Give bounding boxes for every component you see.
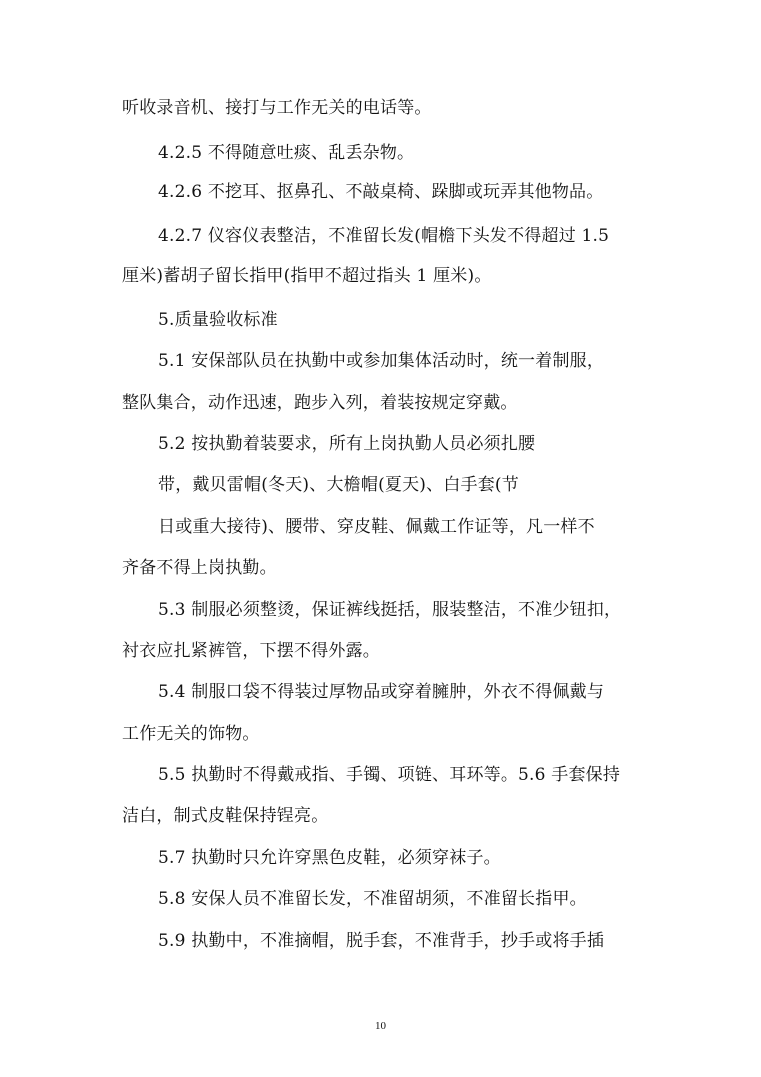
text-line: 4.2.6 不挖耳、抠鼻孔、不敲桌椅、跺脚或玩弄其他物品。 (158, 182, 604, 202)
text-line: 5.7 执勤时只允许穿黑色皮鞋，必须穿袜子。 (158, 848, 501, 868)
page-number: 10 (375, 1020, 386, 1032)
text-line: 5.3 制服必须整烫，保证裤线挺括，服装整洁，不准少钮扣， (158, 600, 622, 620)
text-line: 5.9 执勤中，不准摘帽，脱手套，不准背手，抄手或将手插 (158, 931, 605, 951)
text-line: 整队集合，动作迅速，跑步入列，着装按规定穿戴。 (122, 393, 518, 413)
text-line: 厘米)蓄胡子留长指甲(指甲不超过指头 1 厘米)。 (122, 266, 492, 286)
text-line: 带，戴贝雷帽(冬天)、大檐帽(夏天)、白手套(节 (158, 475, 519, 495)
text-line: 洁白，制式皮鞋保持锃亮。 (122, 806, 329, 826)
text-line: 工作无关的饰物。 (122, 724, 260, 744)
text-line: 齐备不得上岗执勤。 (122, 558, 277, 578)
text-line: 5.5 执勤时不得戴戒指、手镯、项链、耳环等。5.6 手套保持 (158, 765, 621, 785)
text-line: 4.2.7 仪容仪表整洁，不准留长发(帽檐下头发不得超过 1.5 (158, 226, 610, 246)
text-line: 5.1 安保部队员在执勤中或参加集体活动时，统一着制服， (158, 351, 605, 371)
text-line: 日或重大接待)、腰带、穿皮鞋、佩戴工作证等，凡一样不 (158, 517, 595, 537)
text-line: 4.2.5 不得随意吐痰、乱丢杂物。 (158, 143, 415, 163)
text-line: 5.4 制服口袋不得装过厚物品或穿着臃肿，外衣不得佩戴与 (158, 682, 605, 702)
section-heading: 5.质量验收标准 (158, 310, 278, 330)
text-line: 听收录音机、接打与工作无关的电话等。 (122, 98, 432, 118)
text-line: 5.8 安保人员不准留长发，不准留胡须，不准留长指甲。 (158, 889, 587, 909)
text-line: 衬衣应扎紧裤管，下摆不得外露。 (122, 641, 380, 661)
text-line: 5.2 按执勤着装要求，所有上岗执勤人员必须扎腰 (158, 434, 536, 454)
